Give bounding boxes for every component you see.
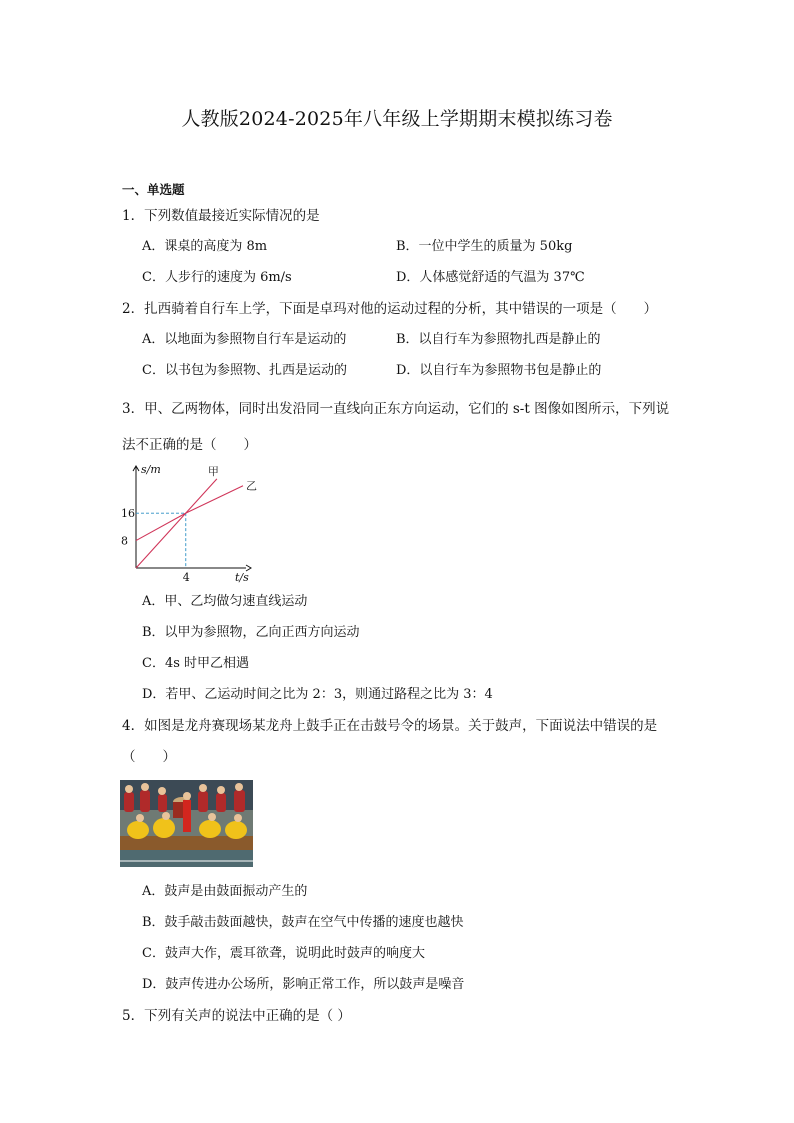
q4-option-d: D．鼓声传进办公场所，影响正常工作，所以鼓声是噪音 [142, 977, 465, 992]
series-label-2: 乙 [246, 479, 257, 493]
y-tick-label-8: 8 [121, 534, 128, 548]
q2-option-a: A．以地面为参照物自行车是运动的 [142, 332, 347, 347]
q2-option-b: B．以自行车为参照物扎西是静止的 [396, 332, 601, 347]
q1-option-a: A．课桌的高度为 8m [142, 239, 268, 254]
section-heading: 一、单选题 [122, 182, 185, 197]
q3-option-b: B．以甲为参照物，乙向正西方向运动 [142, 625, 360, 640]
q1-option-c: C．人步行的速度为 6m/s [142, 270, 292, 285]
question-4-stem-line2: （ ） [122, 749, 176, 765]
q3-option-d: D．若甲、乙运动时间之比为 2：3，则通过路程之比为 3：4 [142, 687, 493, 702]
q3-option-a: A．甲、乙均做匀速直线运动 [142, 594, 308, 609]
question-3-stem-line2: 法不正确的是（ ） [122, 437, 257, 453]
series-label-1: 甲 [207, 464, 219, 478]
question-4-stem: 4．如图是龙舟赛现场某龙舟上鼓手正在击鼓号令的场景。关于鼓声，下面说法中错误的是 [122, 718, 658, 734]
q2-option-d: D．以自行车为参照物书包是静止的 [396, 363, 602, 378]
question-1-stem: 1．下列数值最接近实际情况的是 [122, 208, 320, 224]
question-5-stem: 5．下列有关声的说法中正确的是（ ） [122, 1008, 351, 1024]
st-graph [118, 460, 268, 585]
question-3-stem-line1: 3．甲、乙两物体，同时出发沿同一直线向正东方向运动，它们的 s-t 图像如图所示，下列说 [122, 401, 670, 417]
x-axis-label: t/s [235, 571, 249, 584]
q3-option-c: C．4s 时甲乙相遇 [142, 656, 250, 671]
question-2-stem: 2．扎西骑着自行车上学，下面是卓玛对他的运动过程的分析，其中错误的一项是（ ） [122, 301, 658, 317]
y-tick-label-16: 16 [121, 507, 135, 521]
y-axis-label: s/m [141, 463, 161, 476]
q2-option-c: C．以书包为参照物、扎西是运动的 [142, 363, 347, 378]
q1-option-d: D．人体感觉舒适的气温为 37℃ [396, 270, 585, 285]
q4-option-c: C．鼓声大作，震耳欲聋，说明此时鼓声的响度大 [142, 946, 425, 961]
series-line-1 [136, 479, 217, 568]
q4-option-a: A．鼓声是由鼓面振动产生的 [142, 884, 308, 899]
x-tick-label-4: 4 [182, 571, 190, 584]
dragon-boat-photo [120, 780, 253, 867]
page-title: 人教版2024-2025年八年级上学期期末模拟练习卷 [181, 108, 613, 130]
q4-option-b: B．鼓手敲击鼓面越快，鼓声在空气中传播的速度也越快 [142, 915, 464, 930]
q1-option-b: B．一位中学生的质量为 50kg [396, 239, 573, 254]
